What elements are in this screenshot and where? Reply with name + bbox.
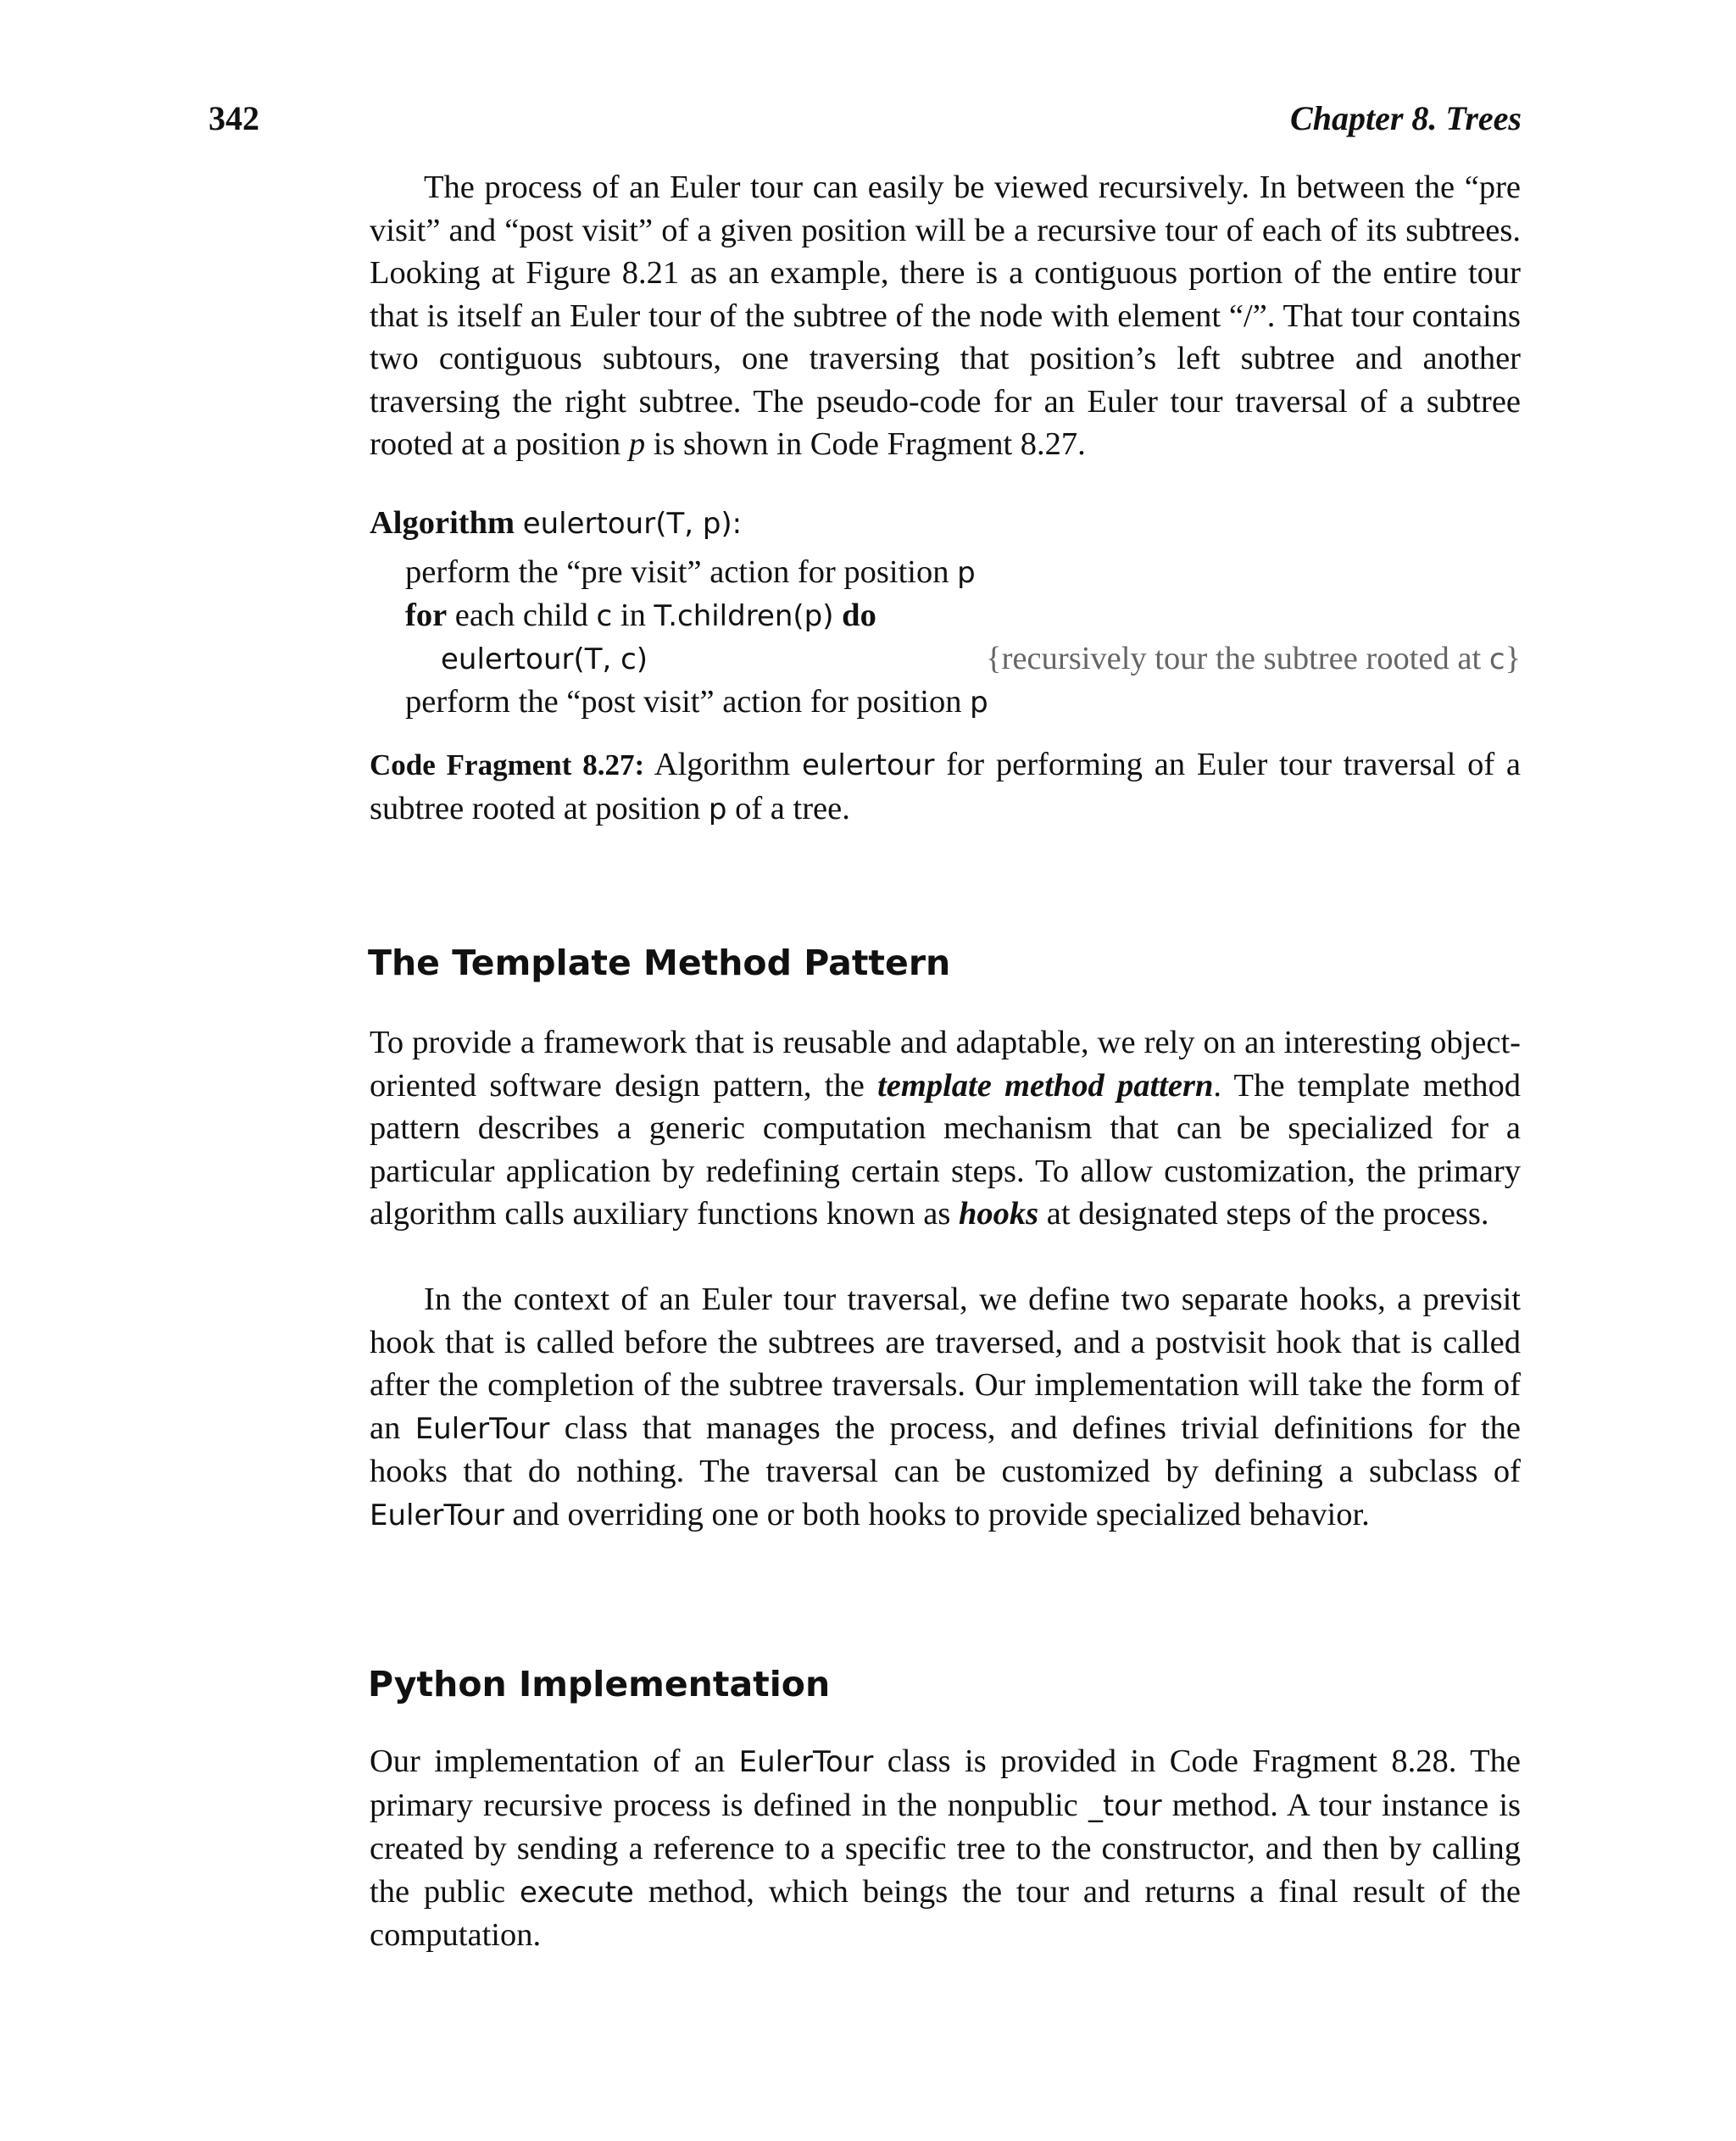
code-fragment-caption: Code Fragment 8.27: Algorithm eulertour for performing an Euler tour traversal of a subtree rooted at position p of a tree. (370, 747, 1521, 826)
intro-paragraph: The process of an Euler tour can easily be viewed recursively. In between the “pre visit” and “post visit” of a given position will be a recursive tour of each of its subtrees. Looking at Figure 8.21 as an example, there is a contiguous portion of the entire tour that is itself an Euler tour of the subtree of the node with element “/”. That tour contains two contiguous subtours, one traversing that position’s left subtree and another traversing the right subtree. The pseudo-code for an Euler tour traversal of a subtree rooted at a position p is shown in Code Fragment 8.27. (370, 170, 1521, 462)
variable-p: p (628, 426, 646, 462)
template-method-paragraph: To provide a framework that is reusable and adaptable, we rely on an interesting object-oriented software design pattern, the template method pattern. The template method pattern describes a generic computation mechanism that can be specialized for a particular application by redefining certain steps. To allow customization, the primary algorithm calls auxiliary functions known as hooks at designated steps of the process. (370, 1025, 1521, 1232)
section-title-python-implementation: Python Implementation (368, 1664, 831, 1704)
algorithm-line-1: perform the “pre visit” action for position p (405, 554, 976, 590)
section-title-template-method: The Template Method Pattern (368, 943, 951, 983)
python-implementation-paragraph: Our implementation of an EulerTour class is provided in Code Fragment 8.28. The primary recursive process is defined in the nonpublic _tour method. A tour instance is created by sending a reference to a specific tree to the constructor, and then by calling the public execute method, which beings the tour and returns a final result of the computation. (370, 1743, 1521, 1953)
algorithm-line-3: eulertour(T, c) (441, 642, 648, 676)
euler-hooks-paragraph: In the context of an Euler tour traversal, we define two separate hooks, a previsit hook that is called before the subtrees are traversed, and a postvisit hook that is called after the completion of the subtree traversals. Our implementation will take the form of an EulerTour class that manages the process, and defines trivial definitions for the hooks that do nothing. The traversal can be customized by defining a subclass of EulerTour and overriding one or both hooks to provide specialized behavior. (370, 1282, 1522, 1532)
algorithm-line-4: perform the “post visit” action for position p (405, 684, 988, 720)
algorithm-header: Algorithm eulertour(T, p): (370, 505, 743, 541)
algorithm-comment: {recursively tour the subtree rooted at c} (986, 641, 1521, 676)
page-number: 342 (209, 99, 259, 137)
running-head: Chapter 8. Trees (1290, 99, 1522, 137)
algorithm-signature: eulertour(T, p): (522, 507, 743, 541)
algorithm-line-2: for each child c in T.children(p) do (405, 598, 876, 633)
